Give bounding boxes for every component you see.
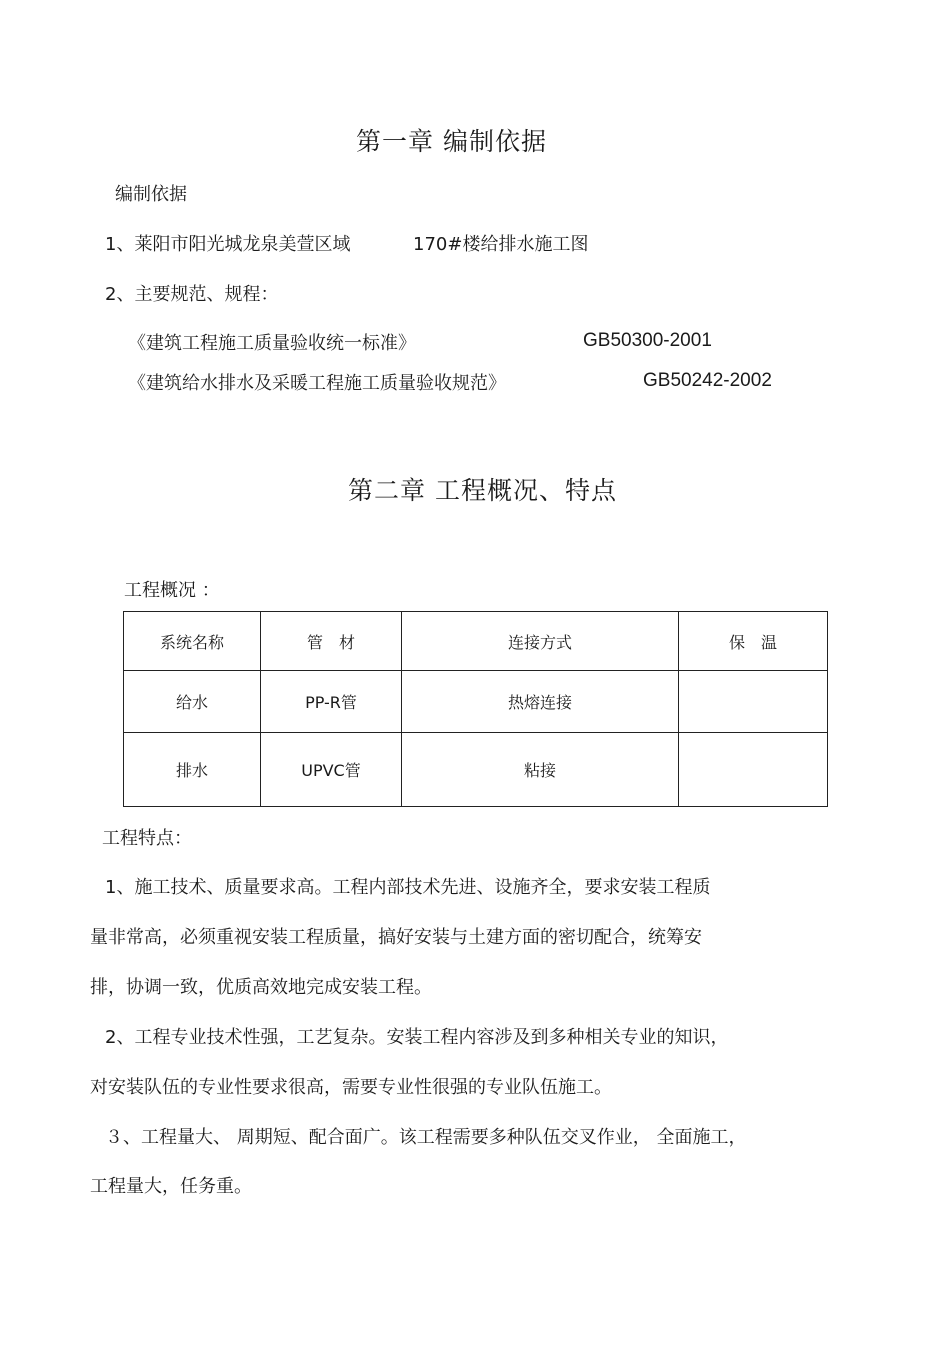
chapter2-title: 第二章 工程概况、特点 <box>348 476 617 505</box>
features-label: 工程特点： <box>102 828 192 849</box>
chapter1-subheading: 编制依据 <box>115 184 187 205</box>
feature-line: 对安装队伍的专业性要求很高，需要专业性很强的专业队伍施工。 <box>90 1077 612 1098</box>
feature-line: 量非常高，必须重视安装工程质量，搞好安装与土建方面的密切配合，统筹安 <box>90 927 702 948</box>
basis-item-2: 2、主要规范、规程： <box>105 284 279 305</box>
table-cell <box>679 671 828 733</box>
table-cell: 给水 <box>124 671 261 733</box>
chapter1-title: 第一章 编制依据 <box>356 127 547 156</box>
table-cell: PP-R管 <box>261 671 402 733</box>
standard-code: GB50300-2001 <box>583 330 712 351</box>
feature-line: ３、工程量大、 周期短、配合面广。该工程需要多种队伍交叉作业， 全面施工， <box>105 1127 747 1148</box>
standard-name: 《建筑工程施工质量验收统一标准》 <box>128 333 416 354</box>
table-cell <box>679 733 828 807</box>
overview-label: 工程概况 ： <box>124 580 220 601</box>
standard-name: 《建筑给水排水及采暖工程施工质量验收规范》 <box>128 373 506 394</box>
table-row <box>124 733 828 807</box>
table-cell: 热熔连接 <box>402 671 679 733</box>
standard-code: GB50242-2002 <box>643 370 772 391</box>
overview-table <box>123 611 828 807</box>
table-header-row <box>124 612 828 671</box>
table-cell: 排水 <box>124 733 261 807</box>
table-row <box>124 671 828 733</box>
table-cell: UPVC管 <box>261 733 402 807</box>
feature-line: 工程量大，任务重。 <box>90 1176 252 1197</box>
table-header-cell: 管 材 <box>261 612 402 671</box>
table-header-cell: 保 温 <box>679 612 828 671</box>
table-cell: 粘接 <box>402 733 679 807</box>
table-header-cell: 连接方式 <box>402 612 679 671</box>
feature-line: 1、施工技术、质量要求高。工程内部技术先进、设施齐全，要求安装工程质 <box>105 877 711 898</box>
feature-line: 2、工程专业技术性强，工艺复杂。安装工程内容涉及到多种相关专业的知识， <box>105 1027 729 1048</box>
feature-line: 排，协调一致，优质高效地完成安装工程。 <box>90 977 432 998</box>
basis-item-1-prefix: 1、莱阳市阳光城龙泉美萱区域 <box>105 234 351 255</box>
table-header-cell: 系统名称 <box>124 612 261 671</box>
basis-item-1-suffix: 170#楼给排水施工图 <box>413 234 589 255</box>
